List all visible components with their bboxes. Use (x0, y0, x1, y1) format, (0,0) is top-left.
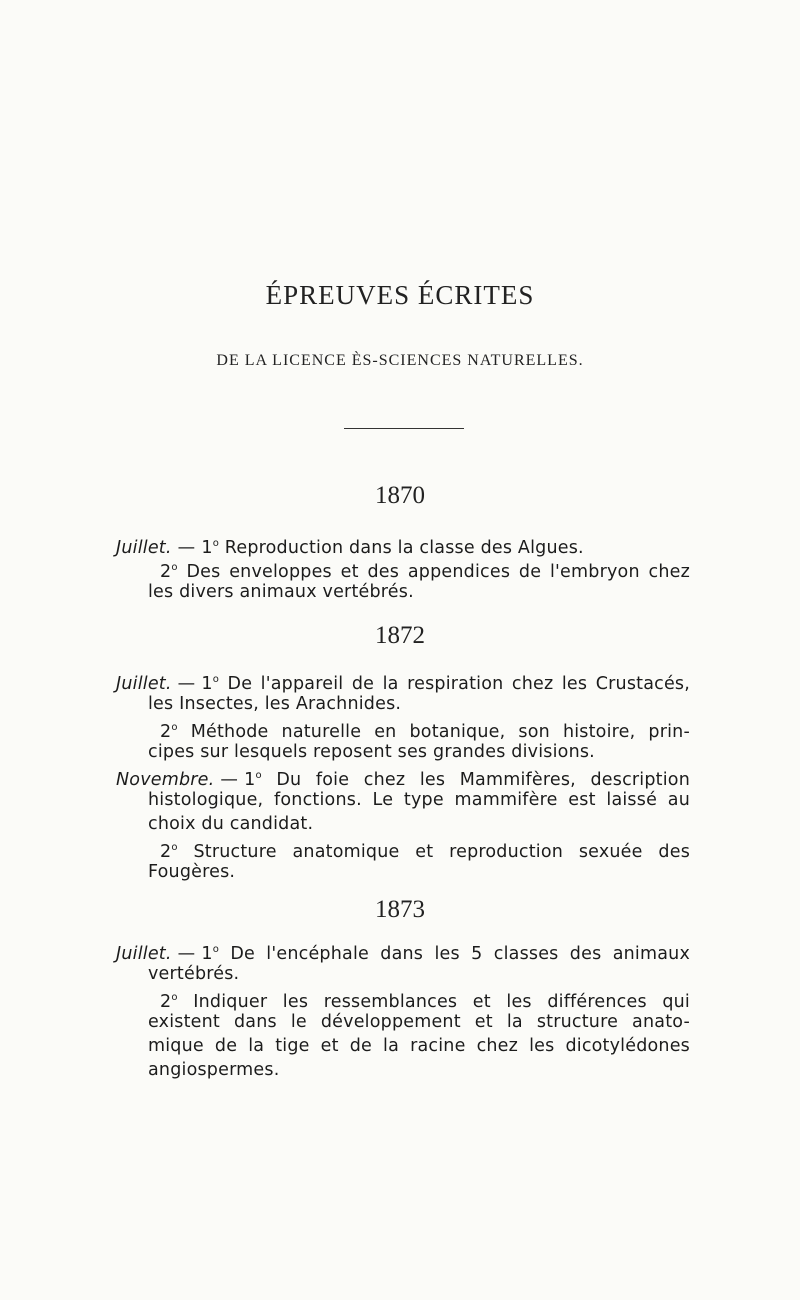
entry-text: Reproduction dans la classe des Algues. (224, 537, 584, 558)
month-label: Juillet. (116, 943, 172, 964)
entry-line (160, 836, 690, 864)
item-number: 2$^o$ (160, 561, 178, 582)
entry-text: Indiquer les ressemblances et les différences qui (193, 991, 690, 1012)
page-subtitle: DE LA LICENCE ÈS-SCIENCES NATURELLES. (216, 352, 584, 369)
entry-text: Du foie chez les Mammifères, description (276, 769, 690, 790)
entry-text: De l'encéphale dans les 5 classes des animaux (230, 943, 691, 964)
title-divider (344, 428, 464, 429)
entry-line: mique de la tige et de la racine chez les dicotylédones (148, 1036, 690, 1056)
entry-line: histologique, fonctions. Le type mammifère est laissé au (148, 790, 690, 810)
item-number: 2$^o$ (160, 721, 178, 742)
entry-text: Structure anatomique et reproduction sexuée des (193, 841, 691, 862)
entry-line: angiospermes. (148, 1060, 280, 1080)
entry-text: Des enveloppes et des appendices de l'embryon chez (186, 561, 690, 582)
item-number: 1$^o$ (201, 673, 220, 694)
dash: — (177, 943, 196, 964)
entry-line: les Insectes, les Arachnides. (148, 694, 402, 714)
entry-line: existent dans le développement et la structure anato- (148, 1012, 690, 1032)
entry-line: choix du candidat. (148, 814, 314, 834)
item-number: 2$^o$ (160, 991, 178, 1012)
dash: — (177, 673, 196, 694)
month-label: Juillet. (116, 673, 172, 694)
dash: — (177, 537, 196, 558)
item-number: 1$^o$ (201, 943, 220, 964)
month-label: Novembre. (116, 769, 215, 790)
item-number: 1$^o$ (201, 537, 220, 558)
item-number: 1$^o$ (244, 769, 262, 790)
entry-text: Méthode naturelle en botanique, son histoire, prin- (190, 721, 690, 742)
entry-line: cipes sur lesquels reposent ses grandes divisions. (148, 742, 595, 762)
item-number: 2$^o$ (160, 841, 178, 862)
entry-line: les divers animaux vertébrés. (148, 582, 414, 602)
year-heading: 1870 (375, 482, 425, 509)
page-title: ÉPREUVES ÉCRITES (265, 280, 535, 310)
entry-text: De l'appareil de la respiration chez les Crustacés, (227, 673, 691, 694)
entry-line: vertébrés. (148, 964, 240, 984)
year-heading: 1872 (375, 622, 425, 649)
entry-line: Fougères. (148, 862, 236, 882)
month-label: Juillet. (116, 537, 172, 558)
year-heading: 1873 (375, 896, 425, 923)
dash: — (220, 769, 239, 790)
